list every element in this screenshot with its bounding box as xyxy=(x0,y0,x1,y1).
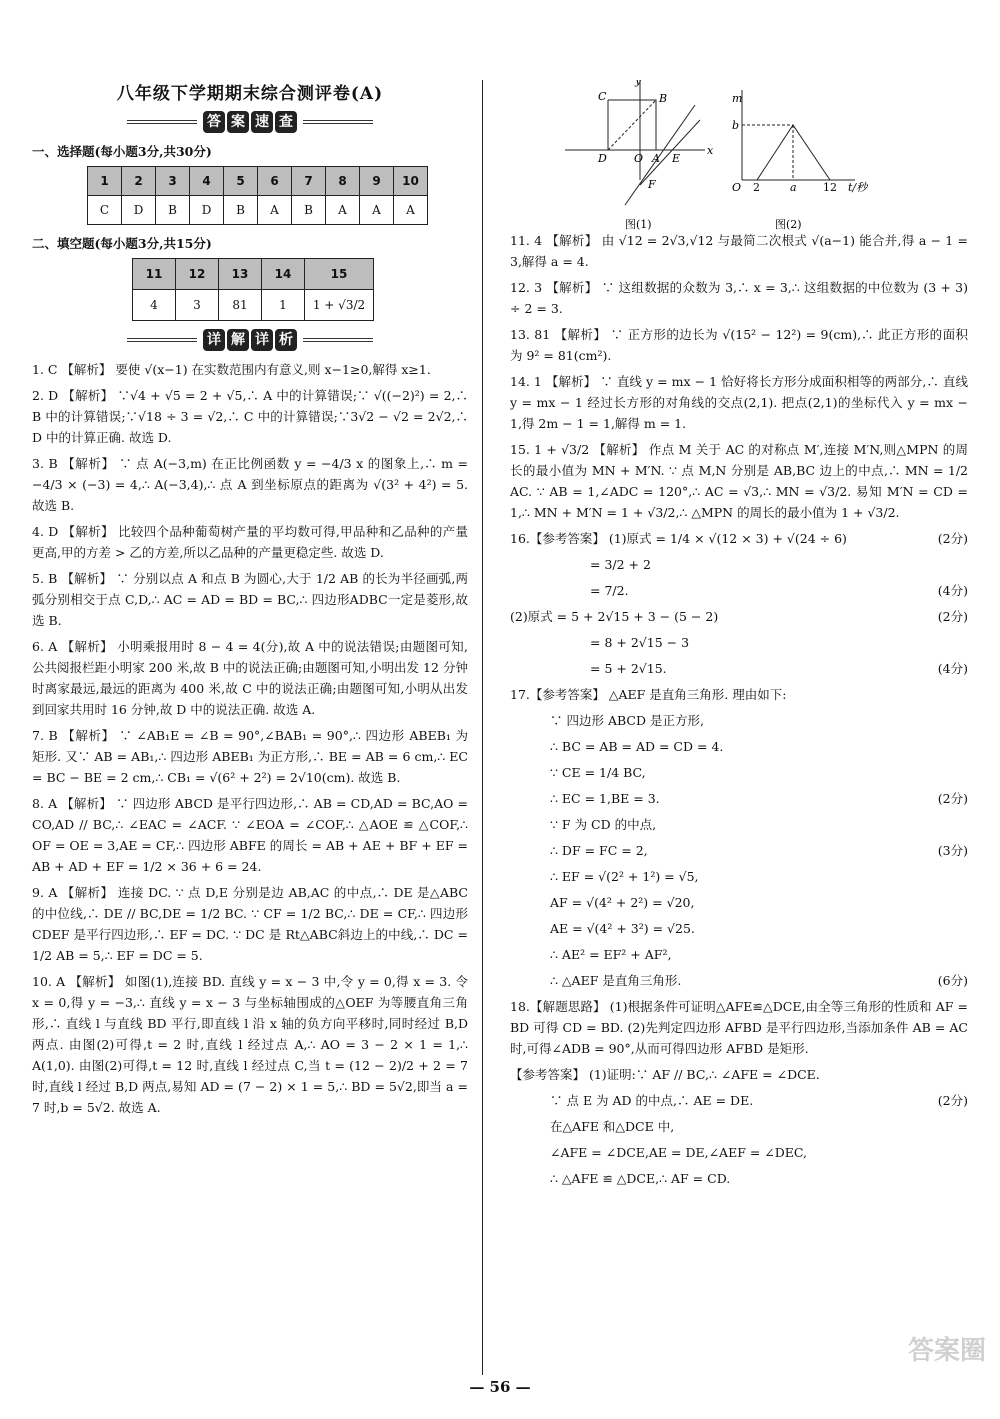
table-header-cell: 5 xyxy=(224,167,258,196)
fig-caption: 图(2) xyxy=(775,218,802,230)
solution-item: 14. 1 【解析】 ∵ 直线 y = mx − 1 恰好将长方形分成面积相等的两部分,∴ 直线 y = mx − 1 经过长方形的对角线的交点(2,1). 把点(2,1)的坐标代入 y = mx − 1,得 2m − 1 = 1,解得 m = 1. xyxy=(510,374,968,431)
banner-char: 详 xyxy=(203,329,225,351)
q17-text: ∵ CE = 1/4 BC, xyxy=(550,765,646,780)
score: (6分) xyxy=(937,973,968,988)
label: m xyxy=(732,92,743,105)
q18-line xyxy=(510,1142,968,1163)
q17-text: AE = √(4² + 3²) = √25. xyxy=(550,921,695,936)
score: (2分) xyxy=(937,1093,968,1108)
banner-char: 解 xyxy=(227,329,249,351)
q17-text: ∴ EF = √(2² + 1²) = √5, xyxy=(550,869,699,884)
table-header-cell: 2 xyxy=(122,167,156,196)
choice-answer-table xyxy=(87,166,428,225)
table-answer-cell: 4 xyxy=(133,290,176,321)
solution-item: 1. C 【解析】 要使 √(x−1) 在实数范围内有意义,则 x−1≥0,解得 x≥1. xyxy=(32,362,431,377)
q17-line xyxy=(510,866,968,887)
q17-text: ∵ 四边形 ABCD 是正方形, xyxy=(550,713,704,728)
q17-line xyxy=(510,918,968,939)
q16-line: = 3/2 + 2 xyxy=(590,557,651,572)
q17-line xyxy=(510,762,968,783)
score: (2分) xyxy=(937,791,968,806)
q16-head: 16.【参考答案】 (1)原式 = 1/4 × √(12 × 3) + √(24 ÷ 6) (2分) xyxy=(510,531,968,546)
label: A xyxy=(652,152,660,165)
diagonal xyxy=(608,100,656,150)
table-header-cell: 13 xyxy=(219,259,262,290)
left-column xyxy=(32,80,468,1123)
solution-item: 3. B 【解析】 ∵ 点 A(−3,m) 在正比例函数 y = −4/3 x 的图象上,∴ m = −4/3 × (−3) = 4,∴ A(−3,4),∴ 点 A 到坐标原点的距离为 √(3² + 4²) = 5. 故选 B. xyxy=(32,456,468,513)
line-ef xyxy=(640,120,700,185)
solution-item: 8. A 【解析】 ∵ 四边形 ABCD 是平行四边形,∴ AB = CD,AD = BC,AO = CO,AD // BC,∴ ∠EAC = ∠ACF. ∵ ∠EOA = ∠COF,∴ △AOE ≌ △COF,∴ OF = OE = 3,AE = CF,∴ 四边形 ABFE 的周长 = AB + AE + BF + EF = AB + AD + EF = 1/2 × 36 + 6 = 24. xyxy=(32,796,468,874)
q17-text: ∴ BC = AB = AD = CD = 4. xyxy=(550,739,724,754)
label: E xyxy=(672,152,681,165)
table-answer-cell: A xyxy=(326,196,360,225)
label: t/秒 xyxy=(848,181,868,194)
label: x xyxy=(707,144,714,157)
table-header-cell: 3 xyxy=(156,167,190,196)
figure-svg xyxy=(510,80,968,230)
label: D xyxy=(598,152,607,165)
banner-char: 详 xyxy=(251,329,273,351)
table-answer-cell: D xyxy=(190,196,224,225)
label: a xyxy=(790,181,797,194)
q18-line xyxy=(510,1116,968,1137)
q18-line xyxy=(510,1168,968,1189)
banner-char: 答 xyxy=(203,111,225,133)
label: O xyxy=(732,181,742,194)
q17-text: AF = √(4² + 2²) = √20, xyxy=(550,895,695,910)
solution-item: 12. 3 【解析】 ∵ 这组数据的众数为 3,∴ x = 3,∴ 这组数据的中位数为 (3 + 3) ÷ 2 = 3. xyxy=(510,280,968,316)
label: O xyxy=(634,152,644,165)
solution-item: 13. 81 【解析】 ∵ 正方形的边长为 √(15² − 12²) = 9(cm),∴ 此正方形的面积为 9² = 81(cm²). xyxy=(510,327,968,363)
table-answer-cell: 81 xyxy=(219,290,262,321)
answer-banner xyxy=(32,111,468,133)
page-number: — 56 — xyxy=(469,1378,531,1396)
section-heading: 二、填空题(每小题3分,共15分) xyxy=(32,236,212,251)
score: (3分) xyxy=(937,843,968,858)
q18-text: 在△AFE 和△DCE 中, xyxy=(550,1119,675,1134)
q18-text: ∴ △AFE ≌ △DCE,∴ AF = CD. xyxy=(550,1171,731,1186)
banner-char: 速 xyxy=(251,111,273,133)
right-column xyxy=(510,80,968,1194)
solution-item: 10. A 【解析】 如图(1),连接 BD. 直线 y = x − 3 中,令 y = 0,得 x = 3. 令 x = 0,得 y = −3,∴ 直线 y = x − 3 与坐标轴围成的△OEF 为等腰直角三角形,∴ 直线 l 与直线 BD 平行,即直线 l 沿 x 轴的负方向平移时,同时经过 B,D 两点. 由图(2)可得,t = 2 时,直线 l 经过点 A,∴ AO = 3 − 2 × 1 = 1,∴ A(1,0). 由图(2)可得,t = 12 时,直线 l 经过点 C,当 t = (12 − 2)/2 + 2 = 7 时,直线 l 经过 B,D 两点,易知 AD = (7 − 2) × 1 = 5,∴ BD = 5√2,即当 a = 7 时,b = 5√2. 故选 A. xyxy=(32,974,469,1115)
table-answer-cell: 3 xyxy=(176,290,219,321)
q17-text: ∴ DF = FC = 2, xyxy=(550,843,648,858)
table-header-cell: 6 xyxy=(258,167,292,196)
page-title: 八年级下学期期末综合测评卷(A) xyxy=(116,84,384,104)
solution-item: 5. B 【解析】 ∵ 分别以点 A 和点 B 为圆心,大于 1/2 AB 的长为半径画弧,两弧分别相交于点 C,D,∴ AC = AD = BD = BC,∴ 四边形ADBC一定是菱形,故选 B. xyxy=(32,571,468,628)
label: C xyxy=(598,90,607,103)
table-header-cell: 9 xyxy=(360,167,394,196)
table-answer-cell: A xyxy=(258,196,292,225)
q17-line xyxy=(510,840,968,861)
q17-head: 17.【参考答案】 △AEF 是直角三角形. 理由如下: xyxy=(510,687,787,702)
solution-item: 11. 4 【解析】 由 √12 = 2√3,√12 与最简二次根式 √(a−1) 能合并,得 a − 1 = 3,解得 a = 4. xyxy=(510,233,968,269)
q16-line: = 8 + 2√15 − 3 xyxy=(590,635,690,650)
label: 12 xyxy=(823,181,837,194)
label: b xyxy=(732,119,740,132)
q18-text: ∠AFE = ∠DCE,AE = DE,∠AEF = ∠DEC, xyxy=(550,1145,808,1160)
label: B xyxy=(659,92,668,105)
section-heading: 一、选择题(每小题3分,共30分) xyxy=(32,144,212,159)
table-header-cell: 1 xyxy=(88,167,122,196)
solution-item: 6. A 【解析】 小明乘报用时 8 − 4 = 4(分),故 A 中的说法错误;由题图可知,公共阅报栏距小明家 200 米,故 B 中的说法正确;由题图可知,小明出发 12 分钟时离家最远,最远的距离为 400 米,故 C 中的说法正确;由题图可知,小明从出发到回家共用时 16 分钟,故 D 中的说法正确. 故选 A. xyxy=(32,639,468,717)
solution-item: 2. D 【解析】 ∵√4 + √5 = 2 + √5,∴ A 中的计算错误;∵ √((−2)²) = 2,∴ B 中的计算错误;∵√18 ÷ 3 = √2,∴ C 中的计算错误;∵3√2 − √2 = 2√2,∴ D 中的计算正确. 故选 D. xyxy=(32,388,468,445)
q18-lines xyxy=(510,1090,968,1189)
right-solutions xyxy=(510,230,968,523)
table-header-cell: 14 xyxy=(262,259,305,290)
q17-line xyxy=(510,814,968,835)
table-answer-cell: B xyxy=(224,196,258,225)
q18-line xyxy=(510,1090,968,1111)
q17-line xyxy=(510,970,968,991)
banner-char: 查 xyxy=(275,111,297,133)
q17-text: ∴ AE² = EF² + AF², xyxy=(550,947,672,962)
table-header-cell: 10 xyxy=(394,167,428,196)
table-answer-cell: 1 + √3/2 xyxy=(305,290,374,321)
figures xyxy=(510,80,968,230)
label: 2 xyxy=(753,181,760,194)
explain-banner xyxy=(32,329,468,351)
q17-line xyxy=(510,892,968,913)
banner-char: 析 xyxy=(275,329,297,351)
table-header-cell: 8 xyxy=(326,167,360,196)
q17-text: ∴ EC = 1,BE = 3. xyxy=(550,791,660,806)
table-header-cell: 4 xyxy=(190,167,224,196)
table-answer-cell: B xyxy=(156,196,190,225)
solution-item: 7. B 【解析】 ∵ ∠AB₁E = ∠B = 90°,∠BAB₁ = 90°,∴ 四边形 ABEB₁ 为矩形. 又∵ AB = AB₁,∴ 四边形 ABEB₁ 为正方形,∴ BE = AB = 6 cm,∴ EC = BC − BE = 2 cm,∴ CB₁ = √(6² + 2²) = 2√10(cm). 故选 B. xyxy=(32,728,468,785)
table-answer-cell: A xyxy=(360,196,394,225)
q18-answer: 【参考答案】 (1)证明:∵ AF // BC,∴ ∠AFE = ∠DCE. xyxy=(510,1067,820,1082)
q16-line: = 7/2. (4分) xyxy=(590,583,968,598)
solution-item: 9. A 【解析】 连接 DC. ∵ 点 D,E 分别是边 AB,AC 的中点,∴ DE 是△ABC 的中位线,∴ DE // BC,DE = 1/2 BC. ∵ CF = 1/2 BC,∴ DE = CF,∴ 四边形 CDEF 是平行四边形,∴ EF = DC. ∵ DC 是 Rt△ABC斜边上的中线,∴ DC = 1/2 AB = 5,∴ EF = DC = 5. xyxy=(32,885,468,963)
label: F xyxy=(648,178,656,191)
q17-lines xyxy=(510,710,968,991)
table-answer-cell: C xyxy=(88,196,122,225)
q16-line: = 5 + 2√15. (4分) xyxy=(590,661,968,676)
watermark-logo: 答案圈 xyxy=(907,1336,986,1366)
label: y xyxy=(635,80,642,87)
q17-text: ∴ △AEF 是直角三角形. xyxy=(550,973,682,988)
table-answer-cell: A xyxy=(394,196,428,225)
column-divider xyxy=(482,80,483,1375)
table-header-cell: 15 xyxy=(305,259,374,290)
q18-head: 18.【解题思路】 (1)根据条件可证明△AFE≌△DCE,由全等三角形的性质和 AF = BD 可得 CD = BD. (2)先判定四边形 AFBD 是平行四边形,当添加条件 AB = AC 时,可得∠ADB = 90°,从而可得四边形 AFBD 是矩形. xyxy=(510,999,968,1056)
left-solutions xyxy=(32,359,468,1118)
fill-answer-table xyxy=(132,258,374,321)
table-answer-cell: 1 xyxy=(262,290,305,321)
table-header-cell: 12 xyxy=(176,259,219,290)
q18-text: ∵ 点 E 为 AD 的中点,∴ AE = DE. xyxy=(550,1093,754,1108)
q17-line xyxy=(510,736,968,757)
q17-line xyxy=(510,944,968,965)
q16-line: (2)原式 = 5 + 2√15 + 3 − (5 − 2) (2分) xyxy=(510,609,968,624)
q17-text: ∵ F 为 CD 的中点, xyxy=(550,817,657,832)
table-answer-cell: D xyxy=(122,196,156,225)
table-header-cell: 7 xyxy=(292,167,326,196)
fig-caption: 图(1) xyxy=(625,218,652,230)
table-answer-cell: B xyxy=(292,196,326,225)
solution-item: 15. 1 + √3/2 【解析】 作点 M 关于 AC 的对称点 M′,连接 M′N,则△MPN 的周长的最小值为 MN + M′N. ∵ 点 M,N 分别是 AB,BC 边上的中点,∴ MN = 1/2 AC. ∵ AB = 1,∠ADC = 120°,∴ AC = √3,∴ MN = √3/2. 易知 M′N = CD = 1,∴ MN + M′N = 1 + √3/2,∴ △MPN 的周长的最小值为 1 + √3/2. xyxy=(510,442,968,520)
banner-char: 案 xyxy=(227,111,249,133)
table-header-cell: 11 xyxy=(133,259,176,290)
q17-line xyxy=(510,710,968,731)
q17-line xyxy=(510,788,968,809)
solution-item: 4. D 【解析】 比较四个品种葡萄树产量的平均数可得,甲品种和乙品种的产量更高,甲的方差 > 乙的方差,所以乙品种的产量更稳定些. 故选 D. xyxy=(32,524,468,560)
